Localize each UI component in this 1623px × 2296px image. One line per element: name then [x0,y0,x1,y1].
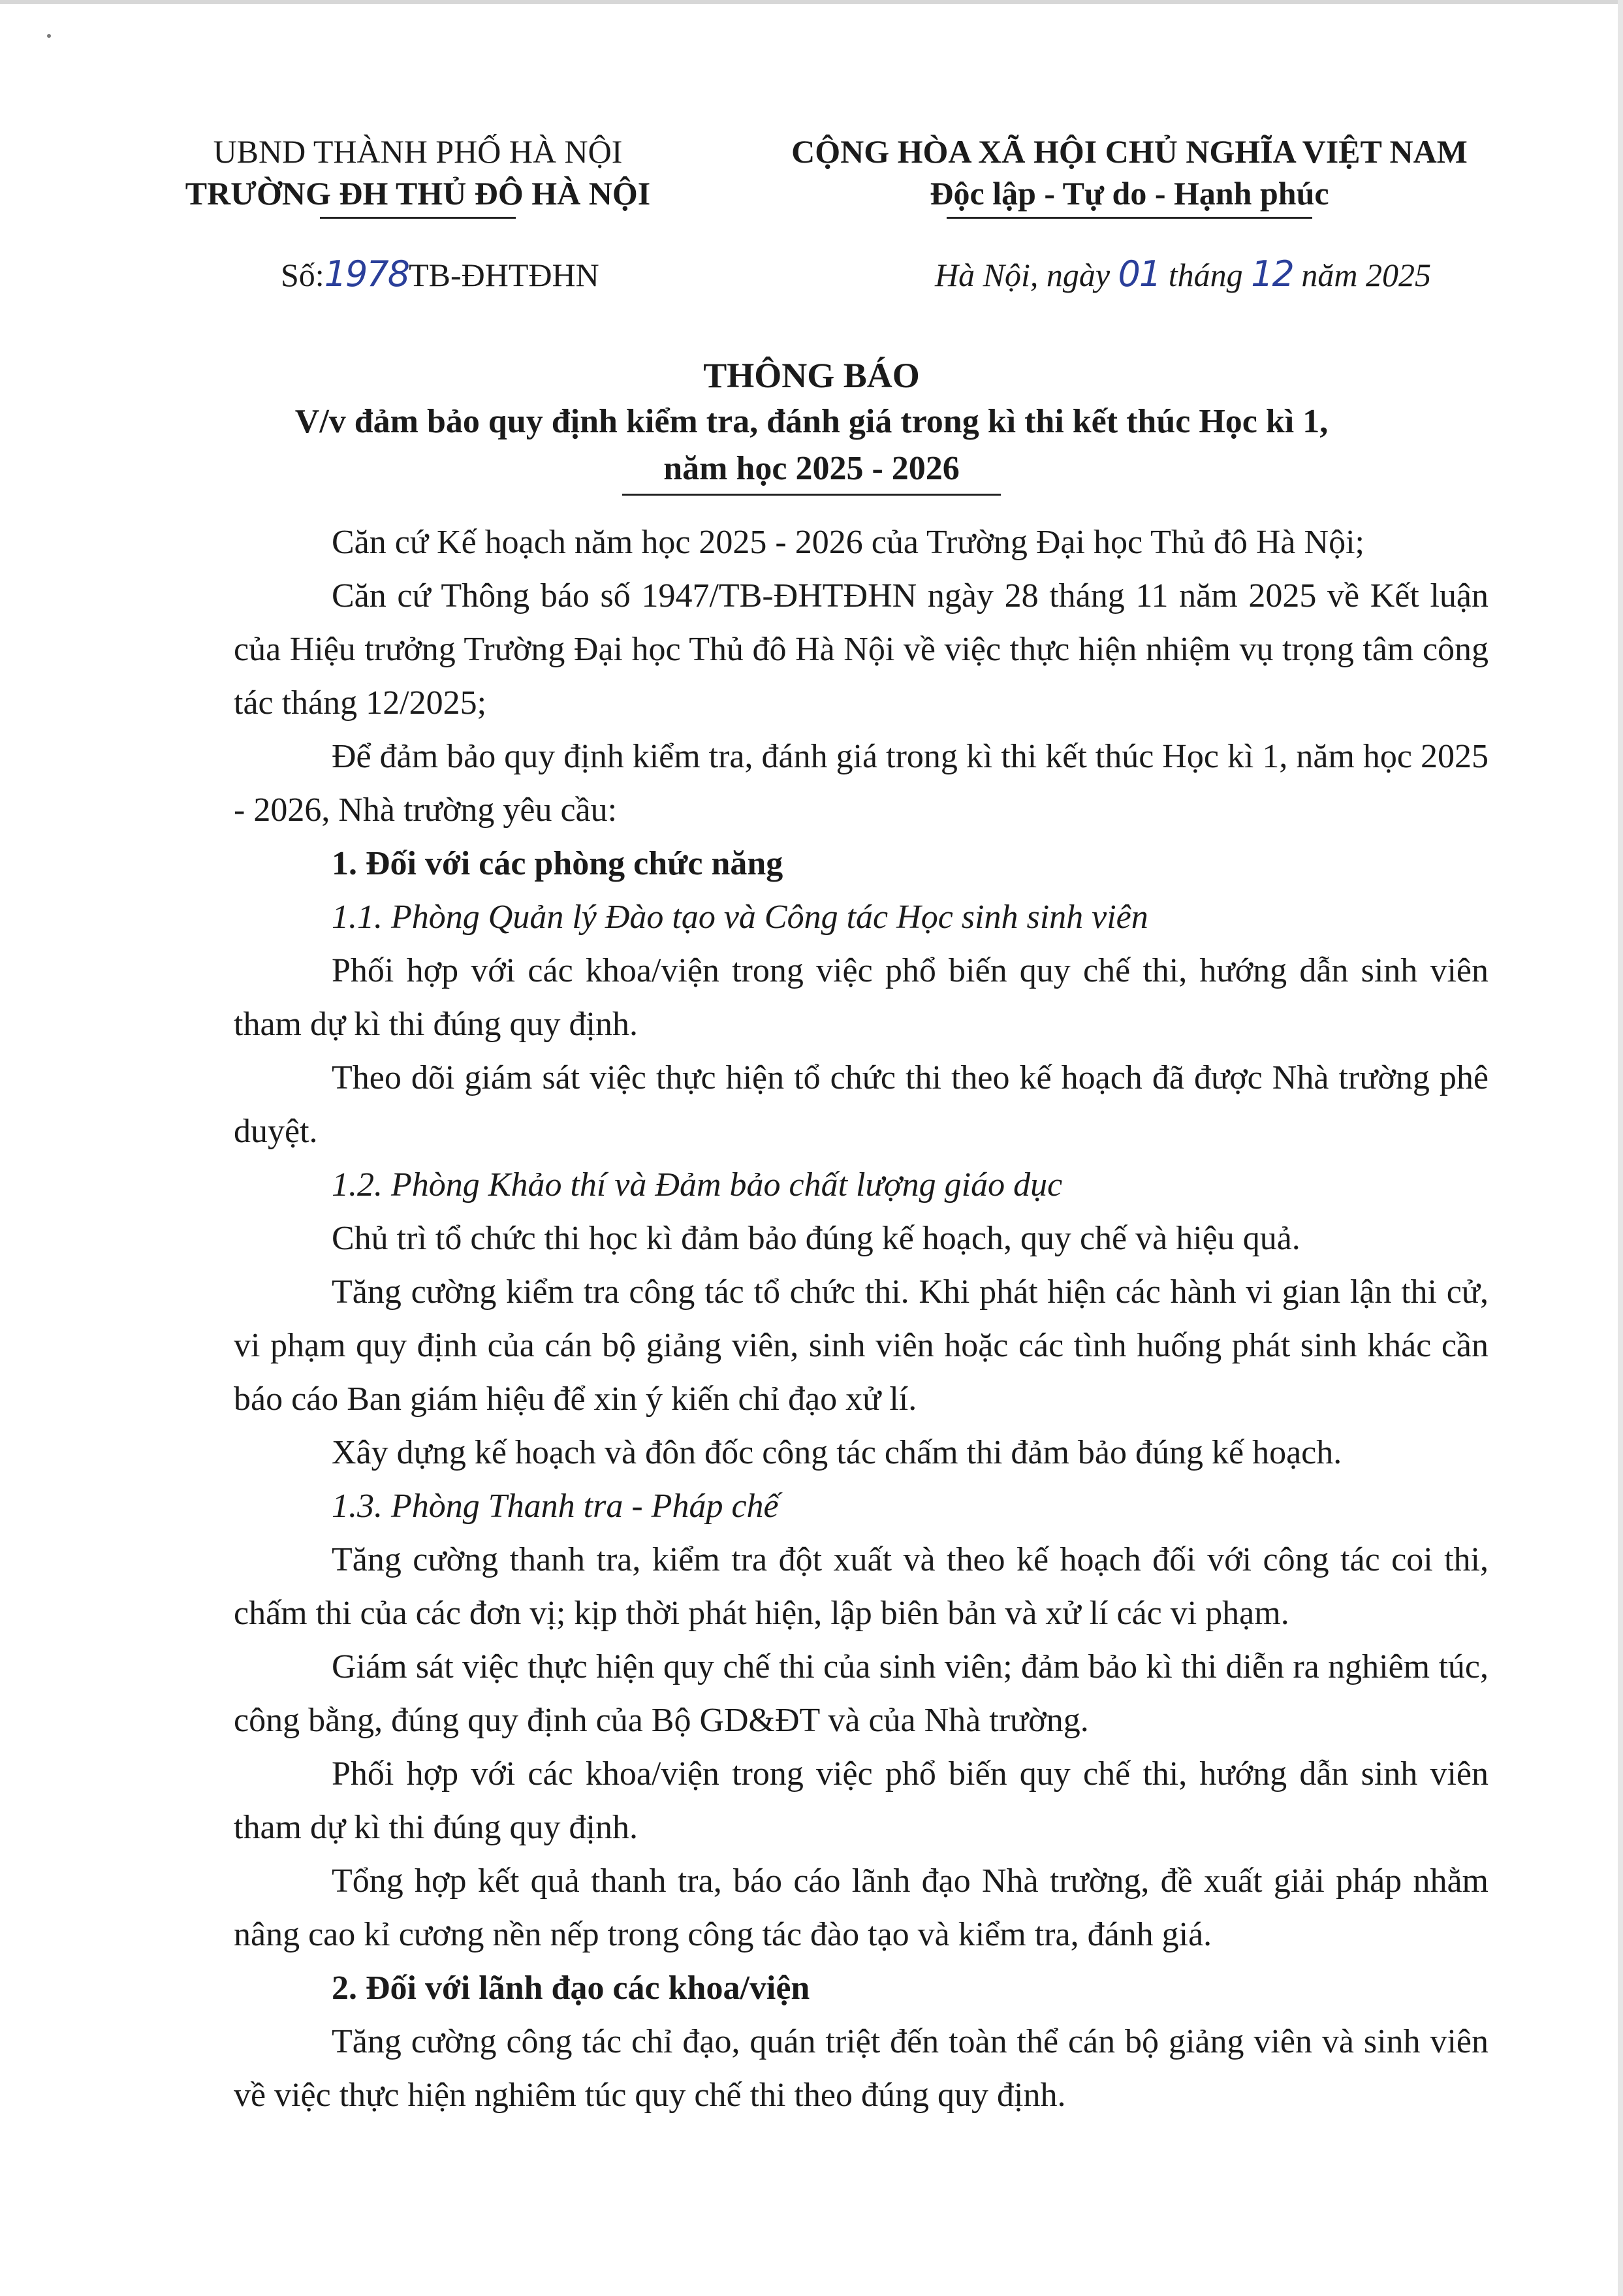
doc-number-handwritten: 1978 [324,253,409,295]
paragraph-basis-notice: Căn cứ Thông báo số 1947/TB-ĐHTĐHN ngày 28 tháng 11 năm 2025 về Kết luận của Hiệu trưởng Trường Đại học Thủ đô Hà Nội về việc thực hiện nhiệm vụ trọng tâm công tác tháng 12/2025; [234,577,1489,722]
date-month-handwritten: 12 [1251,253,1293,295]
doc-number-prefix: Số: [281,257,324,293]
paragraph: Phối hợp với các khoa/viện trong việc phổ biến quy chế thi, hướng dẫn sinh viên tham dự kì thi đúng quy định. [234,1755,1489,1846]
date-year: năm 2025 [1293,257,1431,293]
paragraph: Phối hợp với các khoa/viện trong việc phổ biến quy chế thi, hướng dẫn sinh viên tham dự kì thi đúng quy định. [234,952,1489,1043]
subsection-heading-1-2: 1.2. Phòng Khảo thí và Đảm bảo chất lượng giáo dục [332,1166,1063,1204]
paragraph: Tăng cường thanh tra, kiểm tra đột xuất và theo kế hoạch đối với công tác coi thi, chấm thi của các đơn vị; kịp thời phát hiện, lập biên bản và xử lí các vi phạm. [234,1541,1489,1632]
title-block [131,353,1492,496]
subsection-heading-1-1: 1.1. Phòng Quản lý Đào tạo và Công tác Học sinh sinh viên [332,899,1148,936]
paragraph: Chủ trì tổ chức thi học kì đảm bảo đúng kế hoạch, quy chế và hiệu quả. [332,1220,1300,1257]
header-left [150,131,685,219]
section-heading-1: 1. Đối với các phòng chức năng [332,845,783,882]
document-body [234,516,1489,2122]
paragraph-purpose: Để đảm bảo quy định kiểm tra, đánh giá trong kì thi kết thúc Học kì 1, năm học 2025 - 2026, Nhà trường yêu cầu: [234,738,1489,829]
title-underline [622,494,1001,496]
document-date [935,253,1431,295]
paragraph: Tăng cường công tác chỉ đạo, quán triệt đến toàn thể cán bộ giảng viên và sinh viên về việc thực hiện nghiêm túc quy chế thi theo đúng quy định. [234,2023,1489,2114]
paragraph: Theo dõi giám sát việc thực hiện tổ chức thi theo kế hoạch đã được Nhà trường phê duyệt. [234,1059,1489,1150]
paragraph: Tổng hợp kết quả thanh tra, báo cáo lãnh đạo Nhà trường, đề xuất giải pháp nhằm nâng cao kỉ cương nền nếp trong công tác đào tạo và kiểm tra, đánh giá. [234,1862,1489,1953]
paragraph-basis-plan: Căn cứ Kế hoạch năm học 2025 - 2026 của Trường Đại học Thủ đô Hà Nội; [332,524,1364,561]
paragraph: Xây dựng kế hoạch và đôn đốc công tác chấm thi đảm bảo đúng kế hoạch. [332,1434,1342,1471]
agency-name: UBND THÀNH PHỐ HÀ NỘI [213,133,623,170]
date-day-handwritten: 01 [1118,253,1161,295]
document-subject: V/v đảm bảo quy định kiểm tra, đánh giá trong kì thi kết thúc Học kì 1, [294,403,1329,440]
document-number [281,253,599,295]
paragraph: Giám sát việc thực hiện quy chế thi của sinh viên; đảm bảo kì thi diễn ra nghiêm túc, công bằng, đúng quy định của Bộ GD&ĐT và của Nhà trường. [234,1648,1489,1739]
nation-name: CỘNG HÒA XÃ HỘI CHỦ NGHĨA VIỆT NAM [791,133,1468,170]
motto: Độc lập - Tự do - Hạnh phúc [930,175,1329,212]
date-place: Hà Nội, ngày [935,257,1118,293]
school-underline [320,217,516,219]
subsection-heading-1-3: 1.3. Phòng Thanh tra - Pháp chế [332,1488,779,1525]
date-month-label: tháng [1160,257,1252,293]
document-subject-line-2: năm học 2025 - 2026 [663,450,960,487]
paragraph: Tăng cường kiểm tra công tác tổ chức thi. Khi phát hiện các hành vi gian lận thi cử, vi phạm quy định của cán bộ giảng viên, sinh viên hoặc các tình huống phát sinh khác cần báo cáo Ban giám hiệu để xin ý kiến chỉ đạo xử lí. [234,1273,1489,1418]
header-right [731,131,1528,219]
motto-underline [947,217,1312,219]
school-name: TRƯỜNG ĐH THỦ ĐÔ HÀ NỘI [185,175,651,212]
document-title: THÔNG BÁO [703,356,920,395]
section-heading-2: 2. Đối với lãnh đạo các khoa/viện [332,1969,810,2007]
doc-number-suffix: TB-ĐHTĐHN [409,257,599,293]
